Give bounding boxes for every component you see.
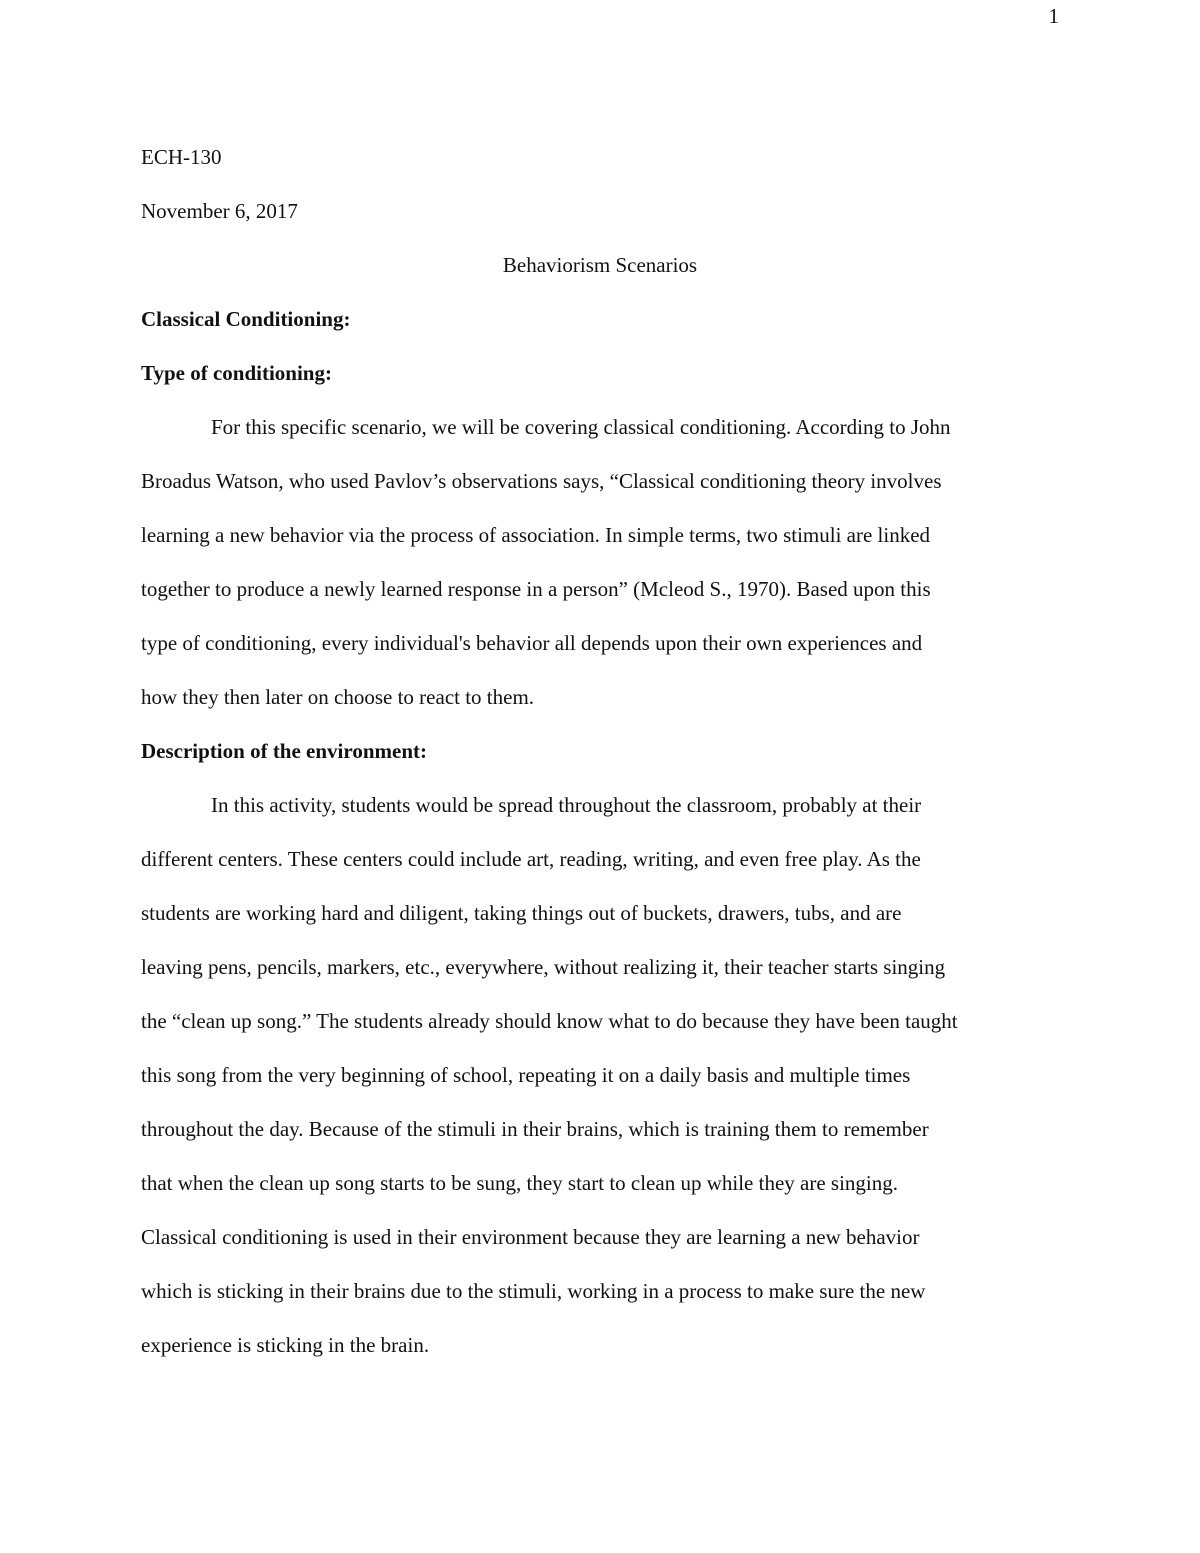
paragraph-line: type of conditioning, every individual's behavior all depends upon their own experiences and <box>141 631 923 655</box>
paragraph-line: this song from the very beginning of school, repeating it on a daily basis and multiple times <box>141 1063 911 1087</box>
section-heading-environment: Description of the environment: <box>141 739 427 763</box>
paragraph-line: together to produce a newly learned response in a person” (Mcleod S., 1970). Based upon this <box>141 577 931 601</box>
paragraph-line: For this specific scenario, we will be covering classical conditioning. According to John <box>211 415 951 439</box>
paragraph-line: which is sticking in their brains due to the stimuli, working in a process to make sure the new <box>141 1279 926 1303</box>
page-number: 1 <box>1048 4 1059 28</box>
section-heading-classical-conditioning: Classical Conditioning: <box>141 307 351 331</box>
document-date: November 6, 2017 <box>141 199 298 223</box>
paragraph-line: Classical conditioning is used in their environment because they are learning a new behavior <box>141 1225 920 1249</box>
paragraph-line: students are working hard and diligent, taking things out of buckets, drawers, tubs, and are <box>141 901 902 925</box>
paragraph-line: leaving pens, pencils, markers, etc., everywhere, without realizing it, their teacher starts singing <box>141 955 946 979</box>
document-title: Behaviorism Scenarios <box>502 253 698 277</box>
paragraph-line: how they then later on choose to react to them. <box>141 685 535 709</box>
paragraph-line: different centers. These centers could include art, reading, writing, and even free play. As the <box>141 847 921 871</box>
paragraph-line: that when the clean up song starts to be sung, they start to clean up while they are singing. <box>141 1171 898 1195</box>
paragraph-line: In this activity, students would be spread throughout the classroom, probably at their <box>211 793 922 817</box>
paragraph-line: Broadus Watson, who used Pavlov’s observations says, “Classical conditioning theory involves <box>141 469 942 493</box>
paragraph-line: learning a new behavior via the process of association. In simple terms, two stimuli are linked <box>141 523 931 547</box>
paragraph-line: throughout the day. Because of the stimuli in their brains, which is training them to remember <box>141 1117 929 1141</box>
paragraph-line: experience is sticking in the brain. <box>141 1333 430 1357</box>
paragraph-line: the “clean up song.” The students already should know what to do because they have been taught <box>141 1009 958 1033</box>
course-code: ECH-130 <box>141 145 222 169</box>
subheading-type-of-conditioning: Type of conditioning: <box>141 361 332 385</box>
